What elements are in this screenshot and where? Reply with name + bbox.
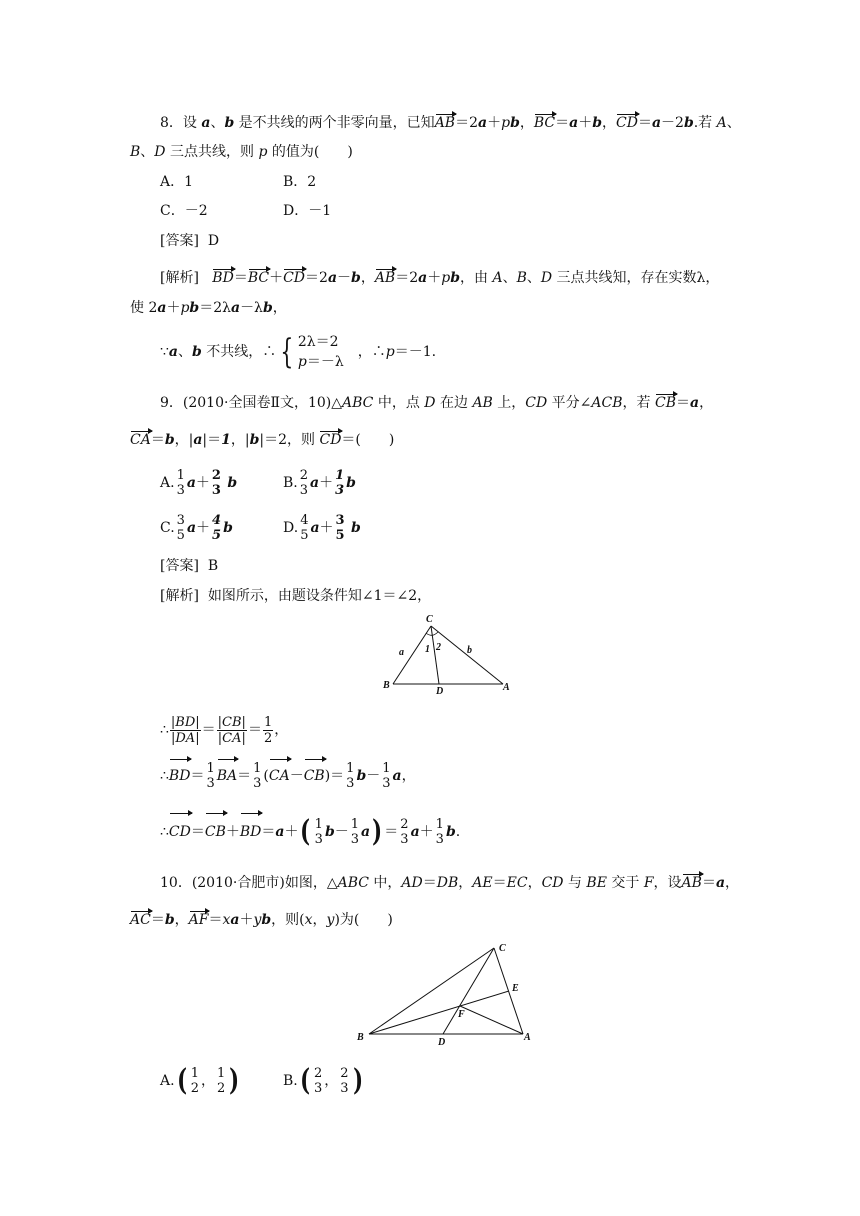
segment-fa [460, 1006, 523, 1034]
q8-option-c: C．－2 [160, 203, 208, 219]
vector-cd: CD [616, 115, 638, 131]
q10-option-a: A.( 1 2 ， 1 2 ) [160, 1063, 240, 1098]
answer-label: [答案] [160, 558, 199, 574]
vector-bc: BC [533, 115, 556, 131]
label-c: C [499, 943, 506, 954]
segment-cd [443, 948, 494, 1034]
label-a: A [524, 1032, 531, 1043]
analysis-label: [解析] [160, 270, 199, 286]
q8-option-a: A．1 [160, 174, 194, 190]
q10-line-1: 10．(2010·合肥市)如图，△ABC 中，AD＝DB，AE＝EC，CD 与 BE 交于 F，设AB＝a， [160, 875, 740, 891]
q9-answer [160, 556, 218, 576]
label-angle-2: 2 [436, 642, 441, 653]
label-b: B [357, 1032, 364, 1043]
q8-line-2: B、D 三点共线，则 p 的值为( ) [130, 144, 353, 160]
q8-analysis-line-3: ∵a、b 不共线，∴ { 2λ＝2 p＝－λ ，∴p＝－1. [160, 332, 437, 372]
q9-option-a: A. 1 3 a＋ 2 3 b [160, 468, 238, 498]
label-b: B [383, 680, 390, 691]
q10-line-2: AC＝b，AF＝xa＋yb，则(x，y)为( ) [130, 912, 393, 928]
q9-line-1: 9．(2010·全国卷Ⅱ文，10)△ABC 中，点 D 在边 AB 上，CD 平分∠ACB，若 CB＝a， [160, 395, 714, 411]
equation-system: 2λ＝2 p＝－λ [297, 334, 344, 370]
triangle-figure-q9 [375, 610, 535, 700]
q8-analysis-line-2: 使 2a＋pb＝2λa－λb， [130, 300, 287, 316]
label-e: E [512, 983, 519, 994]
label-side-b: b [467, 645, 472, 656]
q9-bd-line: ∴BD＝ 1 3 BA＝ 1 3 (CA－CB)＝ 1 3 b－ 1 3 a， [160, 758, 416, 794]
label-f: F [458, 1009, 465, 1020]
label-angle-1: 1 [425, 644, 430, 655]
label-d: D [436, 686, 444, 697]
label-c: C [426, 614, 433, 625]
answer-value: B [207, 558, 219, 574]
q9-line-2: CA＝b，|a|＝1，|b|＝2，则 CD＝( ) [130, 432, 395, 448]
triangle-figure-q10 [350, 940, 550, 1050]
q8-answer [160, 231, 219, 251]
q9-option-c: C. 3 5 a＋ 4 5 b [160, 513, 233, 543]
q8-option-b: B．2 [283, 174, 317, 190]
left-brace: { [280, 332, 294, 372]
q8-analysis-line-1: [解析] BD＝BC＋CD＝2a－b，AB＝2a＋pb，由 A、B、D 三点共线知，存在实数λ， [160, 270, 720, 286]
vector-ab: AB [434, 115, 456, 131]
answer-value: D [207, 233, 220, 249]
label-a: A [503, 682, 510, 693]
side-bc [369, 948, 494, 1034]
analysis-label: [解析] [160, 588, 199, 604]
q8-option-d: D．－1 [283, 203, 332, 219]
q10-option-b: B.( 2 3 ， 2 3 ) [283, 1063, 363, 1098]
label-side-a: a [399, 647, 404, 658]
q9-cd-line: ∴CD＝CB＋BD＝a＋( 1 3 b－ 1 3 a) ＝ 2 3 a＋ 1 3 b. [160, 812, 460, 852]
answer-label: [答案] [160, 233, 199, 249]
q9-analysis: [解析] 如图所示，由题设条件知∠1＝∠2， [160, 588, 432, 604]
q8-line-1: 8．设 a、b 是不共线的两个非零向量，已知AB＝2a＋pb，BC＝a＋b，CD＝a－2b.若 A、 [160, 115, 741, 131]
q9-option-b: B. 2 3 a＋ 1 3 b [283, 468, 356, 498]
q9-option-d: D. 4 5 a＋ 3 5 b [283, 513, 361, 543]
q9-ratio-line: ∴ $\frac{|BD|}{|DA|}$ ＝ $\frac{|CB|}{|CA|}$ ＝ $\frac{1}{2}$ ， [160, 714, 289, 746]
segment-be [369, 991, 509, 1034]
label-d: D [438, 1037, 446, 1048]
